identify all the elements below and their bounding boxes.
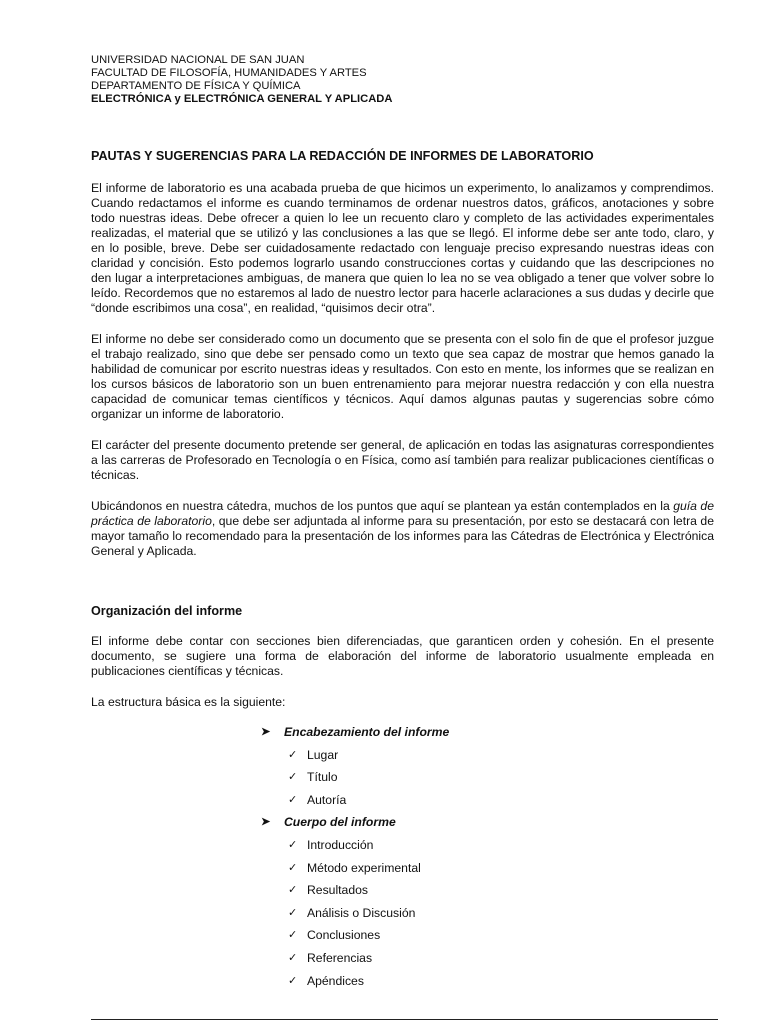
list-group-header [91, 721, 714, 744]
footer-divider [91, 1019, 718, 1020]
group-label: Encabezamiento del informe [284, 725, 450, 739]
check-icon: ✓ [288, 884, 298, 897]
document-title: PAUTAS Y SUGERENCIAS PARA LA REDACCIÓN DE INFORMES DE LABORATORIO [91, 149, 594, 163]
intro-paragraph-3: El carácter del presente documento pretende ser general, de aplicación en todas las asignaturas correspondientes a las carreras de Profesorado en Tecnología o en Física, como así también para realizar publicaciones científicas o técnicas. [91, 438, 714, 482]
list-item-label: Autoría [307, 792, 347, 807]
list-item [91, 857, 714, 880]
list-item-label: Método experimental [307, 860, 421, 875]
paragraph-4-text-b: , que debe ser adjuntada al informe para su presentación, por esto se destacará con letra de mayor tamaño lo recomendado para la presentación de los informes para las Cátedras de Electrónica y Electrónica General y Aplicada. [91, 514, 714, 558]
check-icon: ✓ [288, 771, 298, 784]
arrow-bullet-icon: ➤ [261, 816, 271, 829]
structure-list [91, 721, 714, 992]
list-item [91, 834, 714, 857]
list-group-header [91, 811, 714, 834]
section-paragraph-2: La estructura básica es la siguiente: [91, 695, 286, 709]
university-name: UNIVERSIDAD NACIONAL DE SAN JUAN [91, 54, 305, 66]
list-item [91, 879, 714, 902]
list-item [91, 744, 714, 767]
list-item [91, 947, 714, 970]
list-item [91, 789, 714, 812]
intro-paragraph-2: El informe no debe ser considerado como un documento que se presenta con el solo fin de que el profesor juzgue el trabajo realizado, sino que debe ser pensado como un texto que sea capaz de mostrar que hemos ganado la habilidad de comunicar por escrito nuestras ideas y resultados. Con esto en mente, los informes que se realizan en los cursos básicos de laboratorio son un buen entrenamiento para mejorar nuestra redacción y con ella nuestra capacidad de comunicar temas científicos y técnicos. Aquí damos algunas pautas y sugerencias sobre cómo organizar un informe de laboratorio. [91, 332, 714, 421]
check-icon: ✓ [288, 951, 298, 964]
arrow-bullet-icon: ➤ [261, 726, 271, 738]
list-item-label: Resultados [307, 883, 368, 898]
check-icon: ✓ [288, 748, 298, 761]
document-page [91, 54, 714, 992]
check-icon: ✓ [288, 906, 298, 919]
list-item-label: Lugar [307, 747, 339, 762]
check-icon: ✓ [288, 861, 298, 874]
course-name: ELECTRÓNICA y ELECTRÓNICA GENERAL Y APLICADA [91, 93, 393, 105]
paragraph-4-text-a: Ubicándonos en nuestra cátedra, muchos de los puntos que aquí se plantean ya están contemplados en la [91, 499, 674, 513]
list-item [91, 766, 714, 789]
list-item-label: Análisis o Discusión [307, 905, 416, 920]
check-icon: ✓ [288, 974, 298, 987]
lab-guide-reference: guía de práctica de laboratorio [91, 499, 714, 528]
section-paragraph-1: El informe debe contar con secciones bien diferenciadas, que garanticen orden y cohesión. En el presente documento, se sugiere una forma de elaboración del informe de laboratorio usualmente empleada en publicaciones científicas y técnicas. [91, 634, 714, 678]
list-item-label: Apéndices [307, 973, 364, 988]
list-item [91, 924, 714, 947]
intro-paragraph-4 [91, 499, 714, 559]
list-item-label: Introducción [307, 837, 374, 852]
intro-paragraph-1: El informe de laboratorio es una acabada prueba de que hicimos un experimento, lo analizamos y comprendimos. Cuando redactamos el informe es cuando terminamos de ordenar nuestros datos, gráficos, anotaciones y sobre todo nuestras ideas. Debe ofrecer a quien lo lee un recuento claro y completo de las actividades experimentales realizadas, el material que se utilizó y las conclusiones a las que se llegó. El informe debe ser ante todo, claro, y en lo posible, breve. Debe ser cuidadosamente redactado con lenguaje preciso expresando nuestras ideas con claridad y concisión. Esto podemos lograrlo usando construcciones cortas y cuidando que las descripciones no den lugar a interpretaciones ambiguas, de manera que quien lo lea no se vea obligado a tener que volver sobre lo leído. Recordemos que no estaremos al lado de nuestro lector para hacerle aclaraciones a sus dudas y decirle que “donde escribimos una cosa”, en realidad, “quisimos decir otra”. [91, 181, 714, 315]
check-icon: ✓ [288, 929, 298, 942]
check-icon: ✓ [288, 793, 298, 806]
list-item-label: Conclusiones [307, 928, 381, 943]
list-item-label: Título [307, 770, 338, 785]
group-label: Cuerpo del informe [284, 815, 396, 830]
faculty-name: FACULTAD DE FILOSOFÍA, HUMANIDADES Y ARTES [91, 67, 367, 79]
check-icon: ✓ [288, 838, 298, 851]
section-heading: Organización del informe [91, 604, 243, 618]
list-item-label: Referencias [307, 950, 373, 965]
department-name: DEPARTAMENTO DE FÍSICA Y QUÍMICA [91, 80, 301, 92]
list-item [91, 902, 714, 925]
list-item [91, 970, 714, 993]
